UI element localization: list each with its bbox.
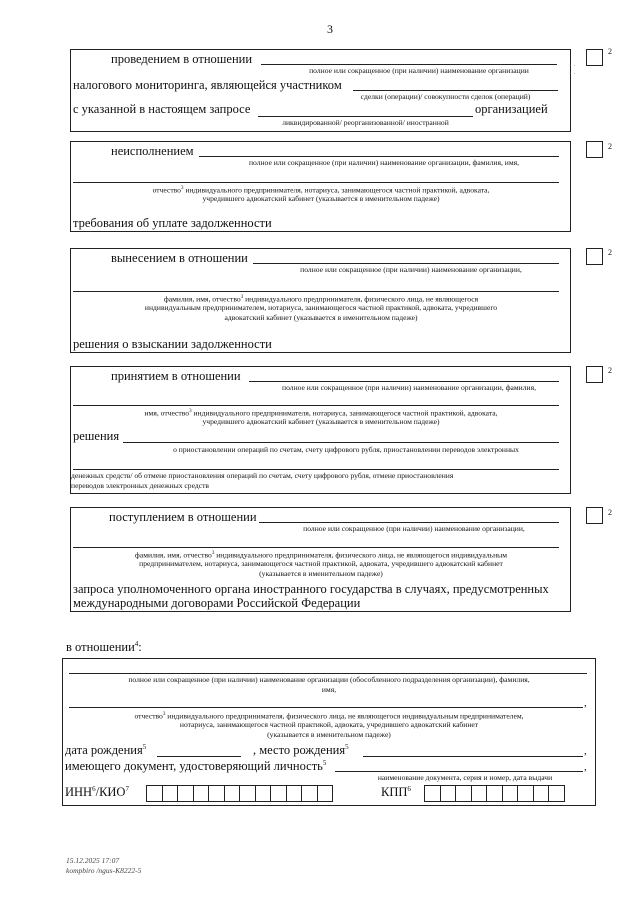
field-caption: полное или сокращенное (при наличии) наименование организации, фамилия, bbox=[282, 383, 536, 392]
section-2-checkbox[interactable] bbox=[586, 141, 603, 158]
section-5-checkbox[interactable] bbox=[586, 507, 603, 524]
section-4-checkbox[interactable] bbox=[586, 366, 603, 383]
section-trail: запроса уполномоченного органа иностранного государства в случаях, предусмотренных bbox=[73, 582, 549, 596]
fill-line bbox=[73, 405, 559, 406]
digit-cell[interactable] bbox=[517, 785, 534, 802]
fill-line bbox=[259, 522, 559, 523]
fill-line bbox=[69, 673, 587, 674]
section-foreign-request bbox=[70, 507, 571, 612]
field-caption: адвокатский кабинет (указывается в именительном падеже) bbox=[224, 313, 418, 322]
field-caption: наименование документа, серия и номер, дата выдачи bbox=[377, 773, 553, 782]
field-caption: предпринимателем, нотариуса, занимающегося частной практикой, адвоката, учредившего адвокатский кабинет bbox=[139, 559, 503, 568]
digit-cell[interactable] bbox=[455, 785, 472, 802]
digit-cell[interactable] bbox=[440, 785, 457, 802]
fill-line bbox=[123, 442, 559, 443]
field-caption: (указывается в именительном падеже) bbox=[267, 730, 391, 739]
checkbox-note: 2 bbox=[608, 47, 612, 56]
birth-date-field[interactable] bbox=[157, 756, 241, 757]
digit-cell[interactable] bbox=[502, 785, 519, 802]
id-document-label: имеющего документ, удостоверяющий личность$^5$ bbox=[65, 759, 327, 774]
inn-cells[interactable] bbox=[147, 785, 333, 802]
section-lead: принятием в отношении bbox=[111, 369, 241, 383]
line-comma: , bbox=[584, 761, 587, 773]
digit-cell[interactable] bbox=[286, 785, 303, 802]
field-caption: отчество$^3$ индивидуального предпринимателя, нотариуса, занимающегося частной практикой, адвоката, bbox=[152, 185, 490, 195]
field-caption: фамилия, имя, отчество$^3$ индивидуального предпринимателя, физического лица, не являющегося bbox=[163, 294, 479, 304]
digit-cell[interactable] bbox=[301, 785, 318, 802]
section-lead: неисполнением bbox=[111, 144, 194, 158]
fill-line bbox=[69, 707, 583, 708]
regarding-label: в отношении$^4$: bbox=[66, 640, 142, 655]
fill-line bbox=[261, 64, 557, 65]
field-caption: полное или сокращенное (при наличии) наименование организации, bbox=[300, 265, 522, 274]
fill-line bbox=[253, 263, 559, 264]
field-caption: учредившего адвокатский кабинет (указывается в именительном падеже) bbox=[202, 417, 440, 426]
field-caption: имя, bbox=[321, 685, 337, 694]
kpp-cells[interactable] bbox=[425, 785, 565, 802]
section-lead: проведением в отношении bbox=[111, 52, 253, 66]
digit-cell[interactable] bbox=[208, 785, 225, 802]
field-caption: полное или сокращенное (при наличии) наименование организации, bbox=[303, 524, 525, 533]
digit-cell[interactable] bbox=[224, 785, 241, 802]
field-caption: учредившего адвокатский кабинет (указывается в именительном падеже) bbox=[202, 194, 440, 203]
digit-cell[interactable] bbox=[548, 785, 565, 802]
kpp-label: КПП$^6$ bbox=[381, 785, 411, 800]
checkbox-note: 2 bbox=[608, 366, 612, 375]
section-1-checkbox[interactable] bbox=[586, 49, 603, 66]
fill-line bbox=[199, 156, 559, 157]
section-text: организацией bbox=[475, 102, 548, 116]
field-caption: фамилия, имя, отчество$^3$ индивидуального предпринимателя, физического лица, не являющегося индивидуальным bbox=[134, 550, 508, 560]
page-number: 3 bbox=[327, 22, 333, 36]
birth-place-field[interactable] bbox=[363, 756, 583, 757]
field-caption: переводов электронных денежных средств bbox=[71, 481, 210, 490]
digit-cell[interactable] bbox=[255, 785, 272, 802]
section-lead: поступлением в отношении bbox=[109, 510, 257, 524]
field-caption: сделки (операции)/ совокупности сделок (операций) bbox=[360, 92, 531, 101]
section-debt-decision bbox=[70, 248, 571, 353]
line-comma: , bbox=[584, 697, 587, 709]
digit-cell[interactable] bbox=[317, 785, 334, 802]
fill-line bbox=[73, 182, 559, 183]
checkbox-note: 2 bbox=[608, 142, 612, 151]
fill-line bbox=[258, 116, 473, 117]
field-caption: имя, отчество$^3$ индивидуального предпринимателя, нотариуса, занимающегося частной практикой, адвоката, bbox=[144, 408, 498, 418]
id-document-field[interactable] bbox=[335, 771, 583, 772]
field-caption: индивидуальным предпринимателем, нотариуса, занимающегося частной практикой, адвоката, учредившего bbox=[144, 303, 498, 312]
fill-line bbox=[353, 90, 558, 91]
digit-cell[interactable] bbox=[533, 785, 550, 802]
field-caption: ликвидированной/ реорганизованной/ иностранной bbox=[282, 118, 449, 127]
digit-cell[interactable] bbox=[162, 785, 179, 802]
section-suspension bbox=[70, 366, 571, 494]
digit-cell[interactable] bbox=[486, 785, 503, 802]
section-3-checkbox[interactable] bbox=[586, 248, 603, 265]
field-caption: отчество$^3$ индивидуального предпринимателя, физического лица, не являющегося индивидуальным предпринимателем, bbox=[134, 711, 524, 721]
digit-cell[interactable] bbox=[193, 785, 210, 802]
section-lead: вынесением в отношении bbox=[111, 251, 248, 265]
footer-doc-code: kompbiro /ngus-K8222-5 bbox=[66, 866, 142, 875]
birth-date-label: дата рождения$^5$ bbox=[65, 743, 147, 758]
digit-cell[interactable] bbox=[471, 785, 488, 802]
field-caption: полное или сокращенное (при наличии) наименование организации (обособленного подразделения организации), фамилия, bbox=[128, 675, 530, 684]
digit-cell[interactable] bbox=[424, 785, 441, 802]
field-caption: денежных средств/ об отмене приостановления операций по счетам, счету цифрового рубля, отмене приостановления bbox=[71, 471, 454, 480]
fill-line bbox=[73, 469, 559, 470]
field-caption: нотариуса, занимающегося частной практикой, адвоката, учредившего адвокатский кабинет bbox=[179, 720, 479, 729]
decision-label: решения bbox=[73, 429, 120, 443]
section-text: с указанной в настоящем запросе bbox=[73, 102, 251, 116]
digit-cell[interactable] bbox=[239, 785, 256, 802]
digit-cell[interactable] bbox=[270, 785, 287, 802]
section-text: налогового мониторинга, являющейся участником bbox=[73, 78, 342, 92]
scan-mark: · · · · bbox=[569, 62, 576, 78]
section-trail: требования об уплате задолженности bbox=[73, 216, 272, 230]
field-caption: (указывается в именительном падеже) bbox=[259, 569, 383, 578]
section-nonfulfilment bbox=[70, 141, 571, 232]
birth-place-label: , место рождения$^5$ bbox=[253, 743, 349, 758]
fill-line bbox=[73, 547, 559, 548]
fill-line bbox=[73, 291, 559, 292]
field-caption: полное или сокращенное (при наличии) наименование организации, фамилия, имя, bbox=[248, 158, 520, 167]
line-comma: , bbox=[584, 745, 587, 757]
footer-timestamp: 15.12.2025 17:07 bbox=[66, 856, 120, 865]
digit-cell[interactable] bbox=[177, 785, 194, 802]
checkbox-note: 2 bbox=[608, 508, 612, 517]
field-caption: о приостановлении операций по счетам, счету цифрового рубля, приостановлении переводов электронных bbox=[173, 445, 519, 454]
field-caption: полное или сокращенное (при наличии) наименование организации bbox=[309, 66, 529, 75]
regarding-box bbox=[62, 658, 596, 806]
digit-cell[interactable] bbox=[146, 785, 163, 802]
section-trail: международными договорами Российской Федерации bbox=[73, 596, 361, 610]
fill-line bbox=[249, 381, 559, 382]
checkbox-note: 2 bbox=[608, 248, 612, 257]
section-monitoring bbox=[70, 49, 571, 132]
section-trail: решения о взыскании задолженности bbox=[73, 337, 272, 351]
inn-label: ИНН$^6$/КИО$^7$ bbox=[65, 785, 129, 800]
